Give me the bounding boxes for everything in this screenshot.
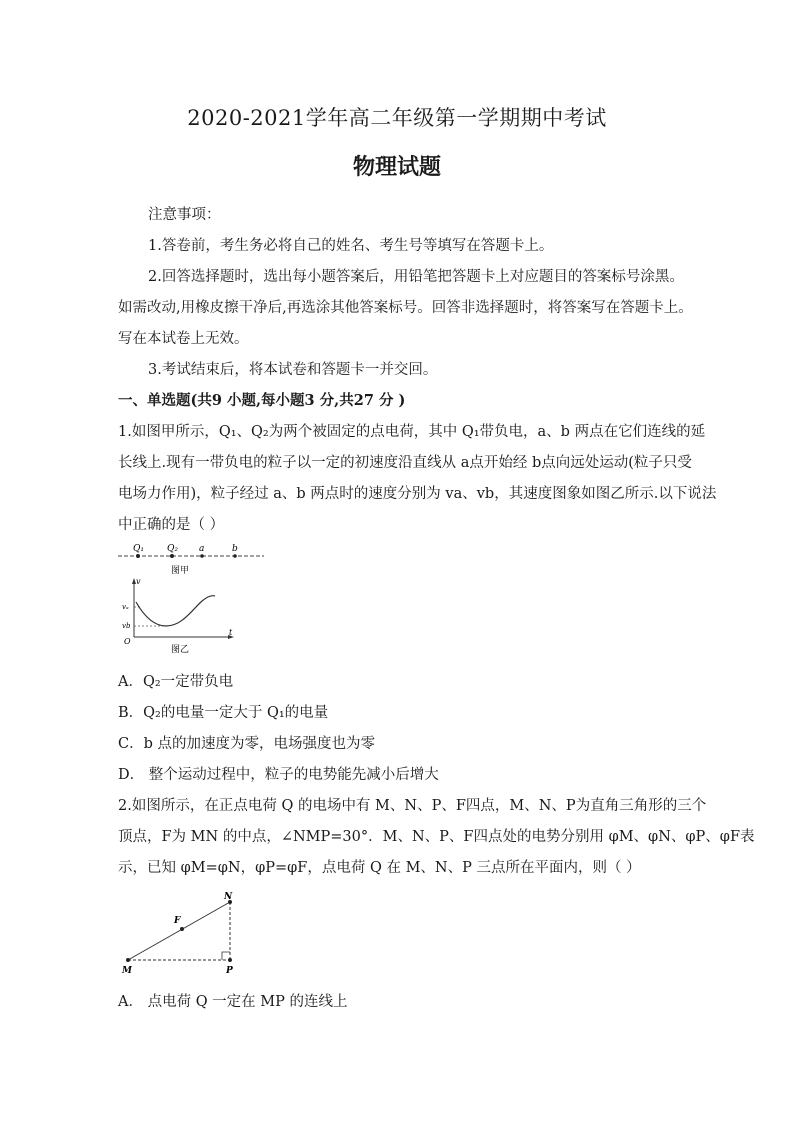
- figure-a-caption: 图甲: [171, 566, 190, 576]
- q1-text-line4: 中正确的是（ ）: [118, 517, 225, 533]
- q1-charge-label: Q₁: [133, 544, 144, 554]
- origin-label: O: [124, 637, 131, 646]
- point-b-label: b: [232, 544, 238, 554]
- point-p-label: P: [226, 966, 233, 976]
- point-a-label: a: [199, 544, 205, 554]
- notice-item-2-cont: 如需改动,用橡皮擦干净后,再选涂其他答案标号。回答非选择题时，将答案写在答题卡上。: [118, 300, 693, 316]
- point-p-dot: [228, 958, 232, 962]
- v-axis-label: v: [136, 577, 141, 586]
- figure-b-caption: 图乙: [171, 645, 190, 655]
- notice-heading: 注意事项：: [148, 207, 221, 223]
- q1-option-b: B．Q₂的电量一定大于 Q₁的电量: [118, 705, 329, 721]
- notice-item-2-end: 写在本试卷上无效。: [118, 331, 249, 347]
- q1-text-line2: 长线上.现有一带负电的粒子以一定的初速度沿直线从 a点开始经 b点向远处运动(粒子只受: [118, 455, 692, 471]
- q2-charge-label: Q₂: [167, 544, 178, 554]
- q1-option-c: C．b 点的加速度为零，电场强度也为零: [118, 736, 375, 752]
- q1-option-d: D． 整个运动过程中，粒子的电势能先减小后增大: [118, 767, 439, 783]
- q2-text-line3: 示，已知 φM=φN，φP=φF，点电荷 Q 在 M、N、P 三点所在平面内，则（ ）: [118, 860, 641, 876]
- exam-title: 2020-2021学年高二年级第一学期期中考试: [187, 106, 607, 130]
- point-f-dot: [180, 927, 184, 931]
- t-axis-label: t: [229, 628, 233, 637]
- q2-text-line2: 顶点，F为 MN 的中点，∠NMP=30°．M、N、P、F四点处的电势分别用 φM、φN、φP、φF表: [118, 829, 755, 845]
- notice-item-1: 1.答卷前，考生务必将自己的姓名、考生号等填写在答题卡上。: [148, 238, 554, 254]
- point-m-label: M: [122, 966, 132, 976]
- q2-charge-dot: [170, 554, 174, 558]
- q2-text-line1: 2.如图所示，在正点电荷 Q 的电场中有 M、N、P、F四点，M、N、P为直角三角形的三个: [118, 798, 707, 814]
- q1-text-line3: 电场力作用)，粒子经过 a、b 两点时的速度分别为 va、vb，其速度图象如图乙所示.以下说法: [118, 486, 717, 502]
- q1-charge-dot: [136, 554, 140, 558]
- velocity-curve: [136, 596, 215, 626]
- point-f-label: F: [174, 916, 181, 926]
- section-heading: 一、单选题(共9 小题,每小题3 分,共27 分 ): [118, 392, 406, 409]
- point-a-dot: [200, 554, 204, 558]
- point-b-dot: [233, 554, 237, 558]
- point-m-dot: [126, 958, 130, 962]
- q2-option-a: A． 点电荷 Q 一定在 MP 的连线上: [118, 994, 348, 1010]
- q1-figure: [116, 540, 266, 660]
- notice-item-2: 2.回答选择题时，选出每小题答案后，用铅笔把答题卡上对应题目的答案标号涂黑。: [148, 269, 684, 285]
- q2-figure: [116, 888, 246, 978]
- va-label: vₐ: [122, 603, 129, 611]
- subject-title: 物理试题: [352, 154, 441, 180]
- q1-text-line1: 1.如图甲所示，Q₁、Q₂为两个被固定的点电荷，其中 Q₁带负电，a、b 两点在它们连线的延: [118, 424, 706, 440]
- point-n-label: N: [224, 892, 233, 902]
- vb-label: vb: [122, 622, 131, 630]
- q1-option-a: A．Q₂一定带负电: [118, 674, 234, 690]
- side-mn: [128, 902, 230, 960]
- notice-item-3: 3.考试结束后，将本试卷和答题卡一并交回。: [148, 362, 438, 378]
